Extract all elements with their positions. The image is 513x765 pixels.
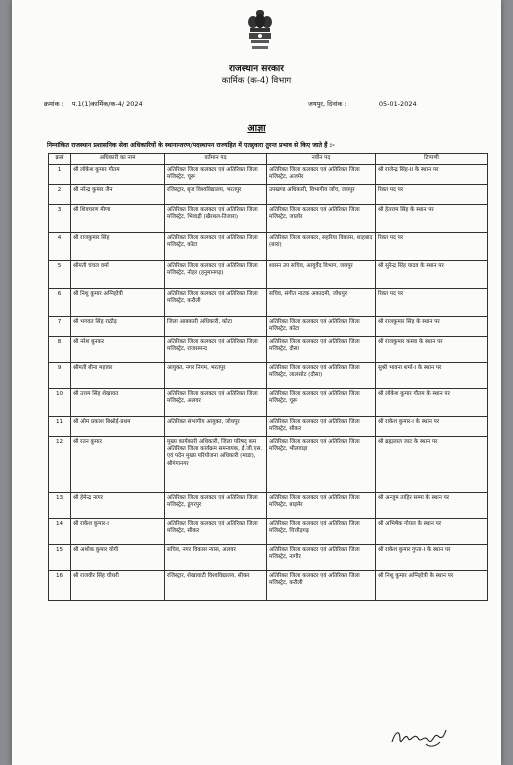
table-row [49, 363, 488, 389]
officer-name-cell: श्री राकेश कुमार-I [71, 519, 165, 545]
remark-cell: रिक्त पद पर [376, 233, 488, 261]
remark-cell: श्री राजकुमार सिंह के स्थान पर [376, 317, 488, 337]
officer-name-cell: श्री ओम प्रकाश बिश्नोई-प्रथम [71, 417, 165, 437]
table-header-row [49, 154, 488, 165]
current-post-cell: अतिरिक्त संभागीय आयुक्त, जोधपुर [165, 417, 267, 437]
table-row [49, 165, 488, 185]
table-row [49, 317, 488, 337]
new-post-cell: अतिरिक्त जिला कलक्टर एवं अतिरिक्त जिला मजिस्ट्रेट, सीकर [267, 417, 376, 437]
column-header: टिप्पणी [376, 154, 488, 165]
current-post-cell: अतिरिक्त जिला कलक्टर एवं अतिरिक्त जिला मजिस्ट्रेट, करौली [165, 289, 267, 317]
column-header: नवीन पद [267, 154, 376, 165]
officer-name-cell: श्री लोकेश कुमार गौतम [71, 165, 165, 185]
serial-number-cell: 14 [49, 519, 71, 545]
officer-name-cell: श्री रतन कुमार [71, 437, 165, 493]
officer-name-cell: श्री नरेन्द्र कुमार जैन [71, 185, 165, 205]
current-post-cell: आयुक्त, नगर निगम, भरतपुर [165, 363, 267, 389]
remark-cell: श्री ब्रह्मलाल जाट के स्थान पर [376, 437, 488, 493]
new-post-cell: उपखण्ड अधिकारी, विभागीय जाँच, जयपुर [267, 185, 376, 205]
serial-number-cell: 16 [49, 571, 71, 601]
officer-name-cell: श्री नरेश बुनकर [71, 337, 165, 363]
government-name: राजस्थान सरकार [229, 64, 284, 74]
new-post-cell: सचिव, संगीत नाटक अकादमी, जोधपुर [267, 289, 376, 317]
officer-name-cell: श्री राजकुमार सिंह [71, 233, 165, 261]
column-header: वर्तमान पद [165, 154, 267, 165]
order-no-label: क्रमांक : [44, 100, 64, 108]
place-date-line [308, 99, 417, 108]
officer-name-cell: श्री अशोक कुमार योगी [71, 545, 165, 571]
order-title: आज्ञा [247, 123, 266, 134]
officer-name-cell: श्री राजवीर सिंह चौधरी [71, 571, 165, 601]
remark-cell: श्री हेतराम सिंह के स्थान पर [376, 205, 488, 233]
new-post-cell: अतिरिक्त जिला कलक्टर एवं अतिरिक्त जिला मजिस्ट्रेट, दौसा [267, 337, 376, 363]
serial-number-cell: 2 [49, 185, 71, 205]
remark-cell: श्री अभिषेक गोयल के स्थान पर [376, 519, 488, 545]
column-header: अधिकारी का नाम [71, 154, 165, 165]
new-post-cell: अतिरिक्त जिला कलक्टर एवं अतिरिक्त जिला मजिस्ट्रेट, भीलवाड़ा [267, 437, 376, 493]
document-page [12, 0, 501, 765]
new-post-cell: अतिरिक्त जिला कलक्टर एवं अतिरिक्त जिला मजिस्ट्रेट, बाड़मेर [267, 493, 376, 519]
serial-number-cell: 6 [49, 289, 71, 317]
current-post-cell: अतिरिक्त जिला कलक्टर एवं अतिरिक्त जिला मजिस्ट्रेट, चूरू [165, 165, 267, 185]
order-number-line [44, 99, 143, 108]
order-date: 05-01-2024 [378, 100, 417, 108]
remark-cell: सुश्री भावना शर्मा-I के स्थान पर [376, 363, 488, 389]
table-row [49, 185, 488, 205]
column-header: क्रसं [49, 154, 71, 165]
serial-number-cell: 10 [49, 389, 71, 417]
new-post-cell: अतिरिक्त जिला कलक्टर एवं अतिरिक्त जिला मजिस्ट्रेट, जालोर [267, 205, 376, 233]
serial-number-cell: 7 [49, 317, 71, 337]
remark-cell: श्री अन्जुम ताहिर सम्मा के स्थान पर [376, 493, 488, 519]
officer-name-cell: श्री निशु कुमार अग्निहोत्री [71, 289, 165, 317]
new-post-cell: अतिरिक्त जिला कलक्टर, सहरिया विकास, शाहबाद (बारां) [267, 233, 376, 261]
transfer-table [48, 153, 488, 601]
current-post-cell: अतिरिक्त जिला कलक्टर एवं अतिरिक्त जिला मजिस्ट्रेट, सीकर [165, 519, 267, 545]
order-no: प.1(1)कार्मिक/क-4/ 2024 [71, 100, 143, 108]
current-post-cell: अतिरिक्त जिला कलक्टर एवं अतिरिक्त जिला मजिस्ट्रेट, भिवाड़ी (खैरथल-तिजारा) [165, 205, 267, 233]
state-emblem-icon [245, 8, 275, 60]
serial-number-cell: 11 [49, 417, 71, 437]
remark-cell: रिक्त पद पर [376, 289, 488, 317]
table-row [49, 205, 488, 233]
current-post-cell: अतिरिक्त जिला कलक्टर एवं अतिरिक्त जिला मजिस्ट्रेट, डूंगरपुर [165, 493, 267, 519]
new-post-cell: अतिरिक्त जिला कलक्टर एवं अतिरिक्त जिला मजिस्ट्रेट, चूरू [267, 389, 376, 417]
table-row [49, 493, 488, 519]
current-post-cell: अतिरिक्त जिला कलक्टर एवं अतिरिक्त जिला मजिस्ट्रेट, नोहर (हनुमानगढ़) [165, 261, 267, 289]
table-row [49, 437, 488, 493]
remark-cell: श्री राकेश कुमार-I के स्थान पर [376, 417, 488, 437]
serial-number-cell: 3 [49, 205, 71, 233]
serial-number-cell: 8 [49, 337, 71, 363]
officer-name-cell: श्री शिवचरण मीणा [71, 205, 165, 233]
new-post-cell: शासन उप सचिव, आयुर्वेद विभाग, जयपुर [267, 261, 376, 289]
serial-number-cell: 9 [49, 363, 71, 389]
new-post-cell: अतिरिक्त जिला कलक्टर एवं अतिरिक्त जिला मजिस्ट्रेट, अजमेर [267, 165, 376, 185]
current-post-cell: अतिरिक्त जिला कलक्टर एवं अतिरिक्त जिला मजिस्ट्रेट, कोटा [165, 233, 267, 261]
table-row [49, 337, 488, 363]
officer-name-cell: श्री हेमेन्द्र नागर [71, 493, 165, 519]
remark-cell: श्री राकेश कुमार गुप्ता-I के स्थान पर [376, 545, 488, 571]
new-post-cell: अतिरिक्त जिला कलक्टर एवं अतिरिक्त जिला मजिस्ट्रेट, लालसोट (दौसा) [267, 363, 376, 389]
order-intro: निम्नांकित राजस्थान प्रशासनिक सेवा अधिकारियों के स्थानान्तरण/पदस्थापन राज्यहित में एतद्द्वारा तुरन्त प्रभाव से किए जाते हैं :- [47, 142, 335, 149]
officer-name-cell: श्रीमती चंचल वर्मा [71, 261, 165, 289]
remark-cell: श्री राजकुमार कस्वा के स्थान पर [376, 337, 488, 363]
officer-name-cell: श्री उत्तम सिंह शेखावत [71, 389, 165, 417]
current-post-cell: जिला आबकारी अधिकारी, कोटा [165, 317, 267, 337]
table-row [49, 233, 488, 261]
new-post-cell: अतिरिक्त जिला कलक्टर एवं अतिरिक्त जिला मजिस्ट्रेट, नागौर [267, 545, 376, 571]
new-post-cell: अतिरिक्त जिला कलक्टर एवं अतिरिक्त जिला मजिस्ट्रेट, कोटा [267, 317, 376, 337]
serial-number-cell: 15 [49, 545, 71, 571]
remark-cell: श्री निशु कुमार अग्निहोत्री के स्थान पर [376, 571, 488, 601]
officer-name-cell: श्री भगवत सिंह राठौड़ [71, 317, 165, 337]
department-name: कार्मिक (क-4) विभाग [221, 76, 292, 86]
place-date-label: जयपुर, दिनांक : [308, 100, 347, 108]
remark-cell: श्री लोकेश कुमार गौतम के स्थान पर [376, 389, 488, 417]
current-post-cell: अतिरिक्त जिला कलक्टर एवं अतिरिक्त जिला मजिस्ट्रेट, अलवर [165, 389, 267, 417]
new-post-cell: अतिरिक्त जिला कलक्टर एवं अतिरिक्त जिला मजिस्ट्रेट, करौली [267, 571, 376, 601]
serial-number-cell: 1 [49, 165, 71, 185]
new-post-cell: अतिरिक्त जिला कलक्टर एवं अतिरिक्त जिला मजिस्ट्रेट, चित्तौड़गढ़ [267, 519, 376, 545]
serial-number-cell: 4 [49, 233, 71, 261]
signature [388, 722, 450, 752]
remark-cell: रिक्त पद पर [376, 185, 488, 205]
table-row [49, 389, 488, 417]
remark-cell: श्री सुरेन्द्र सिंह यादव के स्थान पर [376, 261, 488, 289]
serial-number-cell: 13 [49, 493, 71, 519]
current-post-cell: रजिस्ट्रार, बृज विश्वविद्यालय, भरतपुर [165, 185, 267, 205]
remark-cell: श्री राजेन्द्र सिंह-II के स्थान पर [376, 165, 488, 185]
current-post-cell: सचिव, नगर विकास न्यास, अलवर [165, 545, 267, 571]
current-post-cell: रजिस्ट्रार, शेखावाटी विश्वविद्यालय, सीकर [165, 571, 267, 601]
serial-number-cell: 5 [49, 261, 71, 289]
current-post-cell: मुख्य कार्यकारी अधिकारी, जिला परिषद् कम अतिरिक्त जिला कार्यक्रम समन्वयक, ई.जी.एस. एवं पदेन मुख्य परियोजना अधिकारी (माडा), श्रीगंगानगर [165, 437, 267, 493]
officer-name-cell: श्रीमती बीना महावर [71, 363, 165, 389]
table-row [49, 261, 488, 289]
current-post-cell: अतिरिक्त जिला कलक्टर एवं अतिरिक्त जिला मजिस्ट्रेट, राजसमन्द [165, 337, 267, 363]
serial-number-cell: 12 [49, 437, 71, 493]
table-row [49, 545, 488, 571]
table-row [49, 417, 488, 437]
table-row [49, 519, 488, 545]
table-row [49, 289, 488, 317]
table-row [49, 571, 488, 601]
